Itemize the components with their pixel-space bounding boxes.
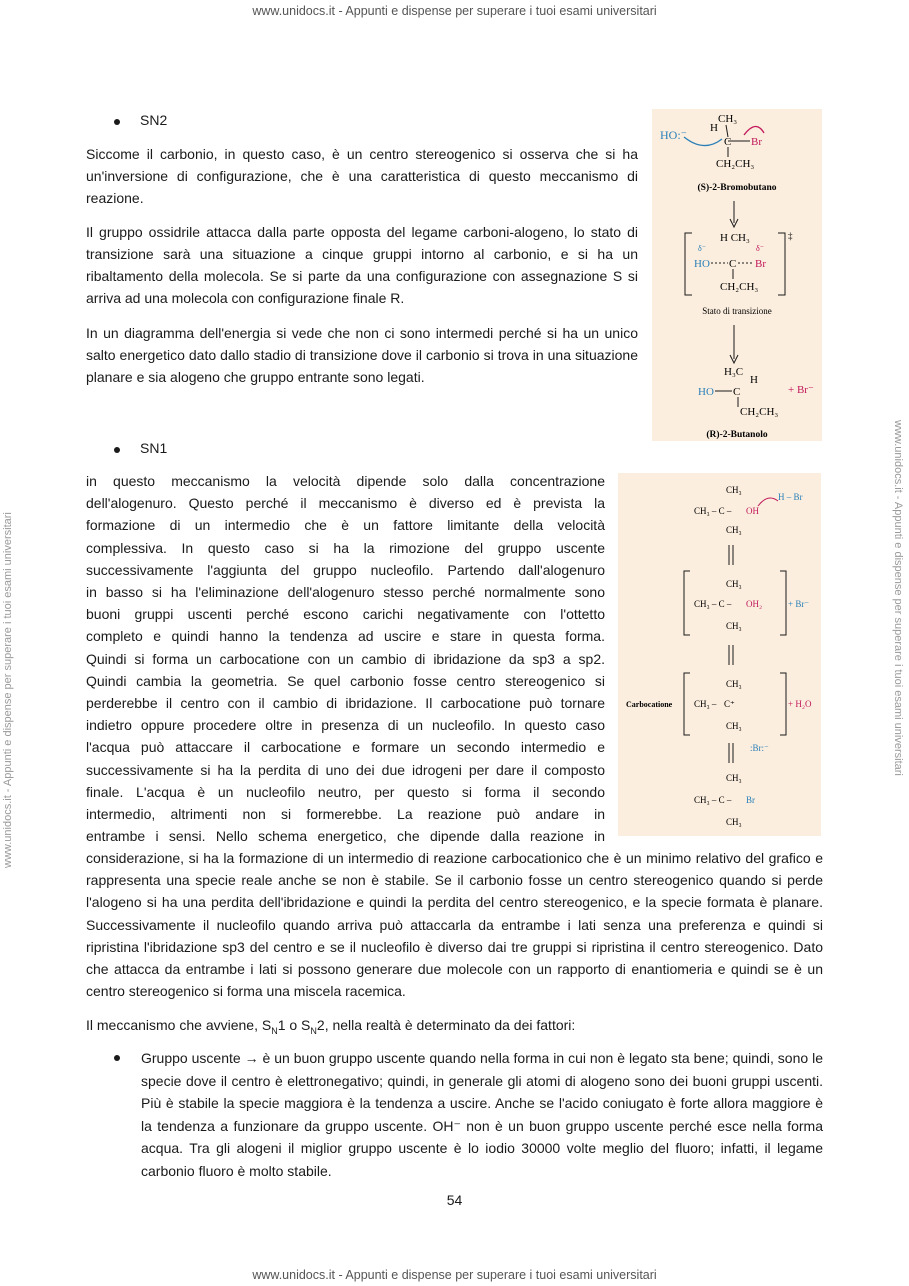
factors-intro: Il meccanismo che avviene, $S_N1$ o $S_N2$, nella realtà è determinato da dei fattori: bbox=[86, 1017, 576, 1036]
list-item-gruppo-uscente: Gruppo uscente → è un buon gruppo uscente quando nella forma in cui non è legato sta bene; quindi, sono le specie dove il centro è elettronegativo; quindi, in generale gli atomi di alogeno sono dei buoni gruppi uscenti. Più è stabile la specie maggiora è la tendenza a uscire. Anche se l'acido coniugato è forte allora maggiore è la tendenza a funzionare da gruppo uscente. OH⁻ non è un buon gruppo uscente perché esce nella forma acqua. Tra gli alogeni il miglior gruppo uscente è lo iodio 30000 volte meglio del fluoro; infatti, il legame carbonio fluoro è molto stabile. bbox=[141, 1050, 823, 1179]
right-side-watermark: www.unidocs.it - Appunti e dispense per superare i tuoi esami universitari bbox=[892, 420, 904, 776]
sn1-text-line: Quindi cambia la geometria. Se quel carbonio fosse centro stereogenico si bbox=[86, 672, 605, 689]
svg-text:CH₃ – C –: CH₃ – C – bbox=[694, 506, 732, 516]
sn1-mechanism-figure bbox=[618, 473, 821, 836]
h-br-label: H – Br bbox=[778, 492, 803, 502]
sn1-text-line: indietro oppure procedere oltre in presenza di un nucleofilo. In questo caso bbox=[86, 717, 605, 734]
svg-text:CH₃: CH₃ bbox=[726, 579, 742, 589]
br-minus-label: + Br⁻ bbox=[788, 384, 814, 396]
leaving-arrow-icon bbox=[744, 126, 764, 135]
sn1-text-line: dell'alogenuro. Questo perché il meccanismo è diverso ed è prevista la bbox=[86, 495, 605, 512]
sn1-text-line: finale. L'acqua è un nucleofilo neutro, per questo si forma il secondo bbox=[86, 783, 605, 800]
hydroxide-label: HO:⁻ bbox=[660, 128, 687, 142]
prod-ch2ch3-label: CH₂CH₃ bbox=[740, 406, 779, 418]
sn2-paragraph-3: In un diagramma dell'energia si vede che non ci sono intermedi perché si ha un unico salto energetico dato dallo stadio di transizione dove il carbonio si trova in una situazione planare e sia alogeno che gruppo entrante sono legati. bbox=[86, 325, 638, 385]
svg-text:CH₃: CH₃ bbox=[726, 817, 742, 827]
svg-text:CH₃: CH₃ bbox=[726, 773, 742, 783]
product-br-label: Br bbox=[746, 795, 755, 805]
sn1-heading: SN1 bbox=[114, 440, 214, 458]
sn1-text-line: perderebbe il centro con il cambio di ibridazione. Il carbocatione può tornare bbox=[86, 695, 605, 711]
svg-text:CH₃: CH₃ bbox=[726, 679, 742, 689]
svg-text:CH₃: CH₃ bbox=[726, 721, 742, 731]
sn2-paragraph-1: Siccome il carbonio, in questo caso, è un centro stereogenico si osserva che si ha un'inversione di configurazione, che è una caratteristica di questo meccanismo di reazione. bbox=[86, 146, 638, 206]
ts-ho-label: HO bbox=[694, 258, 710, 270]
ts-ch2ch3-label: CH₂CH₃ bbox=[720, 281, 759, 293]
sn1-text-line: completo e quindi hanno la tendenza ad uscire e stare in questa forma. bbox=[86, 628, 605, 645]
sn1-text-line: buoni gruppi uscenti perché escono carichi negativamente con l'ottetto bbox=[86, 606, 605, 623]
left-side-watermark: www.unidocs.it - Appunti e dispense per superare i tuoi esami universitari bbox=[2, 512, 14, 868]
oh-label: OH bbox=[746, 506, 759, 516]
bullet-icon bbox=[114, 119, 120, 125]
sn2-mechanism-figure bbox=[652, 109, 822, 441]
oh2-label: OH₂ bbox=[746, 599, 763, 609]
page-number: 54 bbox=[446, 1192, 463, 1208]
attack-arrow-icon bbox=[758, 498, 778, 506]
header-watermark: www.unidocs.it - Appunti e dispense per superare i tuoi esami universitari bbox=[252, 4, 657, 18]
svg-text:+ H₂O: + H₂O bbox=[788, 699, 812, 709]
br-label: Br bbox=[751, 136, 762, 148]
ts-caption: Stato di transizione bbox=[702, 306, 772, 316]
sn1-text-line: entrambe i sensi. Nello schema energetico, che dipende dalla reazione in bbox=[86, 828, 605, 845]
footer-watermark: www.unidocs.it - Appunti e dispense per superare i tuoi esami universitari bbox=[252, 1268, 657, 1282]
prod-ho-label: HO bbox=[698, 386, 714, 398]
sn1-text-line: formazione di un intermedio che è un fattore limitante della velocità bbox=[86, 517, 605, 534]
bullet-icon bbox=[114, 1055, 120, 1061]
sn1-text-line: Quindi si forma un carbocatione con un cambio di ibridazione da sp3 a sp2. bbox=[86, 650, 605, 667]
end-name: (R)-2-Butanolo bbox=[706, 430, 768, 440]
bullet-icon bbox=[114, 447, 120, 453]
svg-text:C⁺: C⁺ bbox=[724, 699, 735, 709]
attack-arrow-icon bbox=[684, 137, 722, 146]
svg-text:+ Br⁻: + Br⁻ bbox=[788, 599, 810, 609]
h3c-label: H₃C bbox=[724, 366, 744, 378]
ts-top-label: H CH₃ bbox=[720, 232, 750, 244]
svg-text:CH₃ – C –: CH₃ – C – bbox=[694, 599, 732, 609]
sn1-paragraph-wide: considerazione, si ha la formazione di un intermedio di reazione carbocationico che è un minimo relativo del grafico e rappresenta una specie reale anche se non è stabile. Se il carbonio fosse un centro stereogenico quando si perde l'alogeno si ha una perdita dell'ibridazione e quindi la perdita del centro stereogenico, e la specie formata è planare. Successivamente il nucleofilo quando arriva può attaccarla da entrambe i lati senza una preferenza e quindi si ripristina l'ibridazione sp3 del centro e se il nucleofilo è diverso dai tre gruppi si ripristina il centro stereogenico. Dato che attacca da entrambe i lati si possono generare due molecole con un rapporto di enantiomeria e quindi se è un centro stereogenico si forma una miscela racemica. bbox=[86, 850, 823, 1000]
bromide-label: :Br:⁻ bbox=[750, 743, 769, 753]
svg-text:H: H bbox=[750, 374, 758, 386]
h-label: H bbox=[710, 122, 718, 134]
svg-text:CH₃: CH₃ bbox=[726, 621, 742, 631]
ts-br-label: Br bbox=[755, 258, 766, 270]
svg-text:C: C bbox=[724, 136, 732, 148]
svg-text:CH₃: CH₃ bbox=[726, 525, 742, 535]
dagger-label: ‡ bbox=[788, 231, 793, 241]
sn2-paragraph-2: Il gruppo ossidrile attacca dalla parte opposta del legame carboni-alogeno, lo stato di transizione sarà una situazione a cinque gruppi intorno al carbonio, e si ha un ribaltamento della molecola. Se si parte da una configurazione con assegnazione S si arriva ad una molecola con configurazione finale R. bbox=[86, 224, 638, 306]
sn1-text-line: successivamente si ha la perdita di uno dei due idrogeni per dare il composto bbox=[86, 761, 605, 778]
svg-text:C: C bbox=[729, 258, 737, 270]
svg-text:C: C bbox=[733, 386, 741, 398]
carbocation-label: Carbocatione bbox=[626, 700, 673, 709]
svg-text:CH₃ – C –: CH₃ – C – bbox=[694, 795, 732, 805]
svg-text:CH₃ –: CH₃ – bbox=[694, 699, 717, 709]
sn1-text-line: l'acqua può attaccare il carbocatione e formare un secondo intermedio e bbox=[86, 739, 605, 756]
svg-text:δ⁻: δ⁻ bbox=[698, 244, 706, 253]
ch2ch3-label: CH₂CH₃ bbox=[716, 158, 755, 170]
sn1-text-line: complessiva. In questo caso si ha la rimozione del gruppo uscente bbox=[86, 539, 605, 556]
ch3-top-label: CH₃ bbox=[718, 113, 738, 125]
svg-text:CH₃: CH₃ bbox=[726, 485, 742, 495]
sn1-text-line: successivamente l'aggiunta del gruppo nucleofilo. Partendo dall'alogenuro bbox=[86, 561, 605, 578]
start-name: (S)-2-Bromobutano bbox=[697, 183, 777, 193]
svg-text:δ⁻: δ⁻ bbox=[756, 244, 764, 253]
sn1-text-line: intermedio, altrimenti non si formerebbe. La reazione può andare in bbox=[86, 806, 605, 822]
sn2-heading: SN2 bbox=[114, 112, 214, 130]
sn1-text-line: in questo meccanismo la velocità dipende solo dalla concentrazione bbox=[86, 473, 605, 489]
sn1-text-line: in basso si ha l'eliminazione dell'alogenuro stesso perché normalmente sono bbox=[86, 584, 605, 600]
